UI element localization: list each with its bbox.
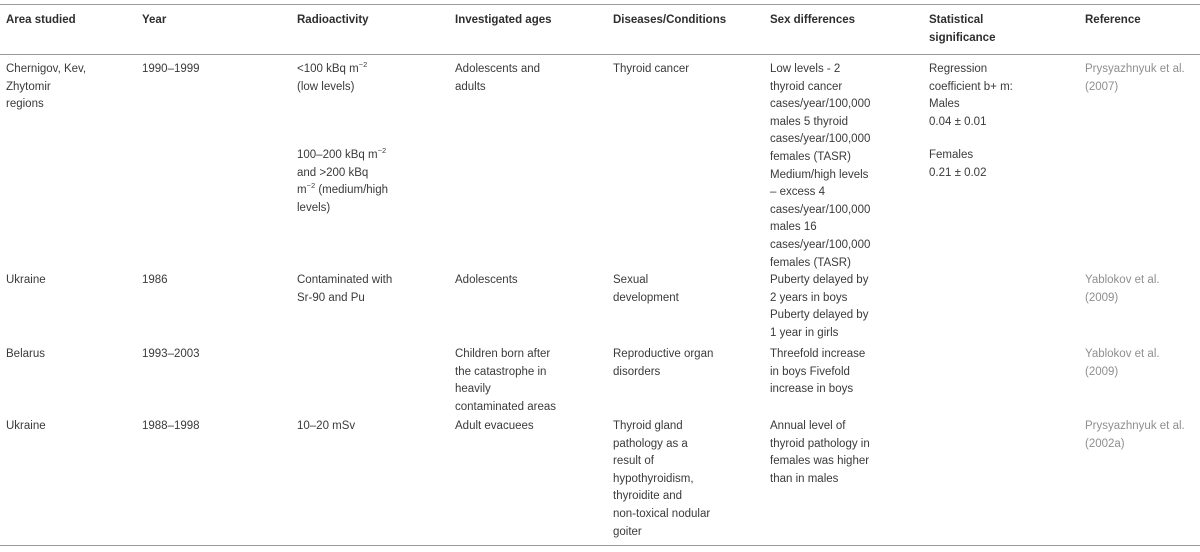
table-cell-line: cases/year/100,000 — [770, 98, 871, 111]
row-3-ages: Adult evacuees — [455, 420, 534, 432]
table-cell-line: goiter — [613, 525, 642, 538]
header-year: Year — [142, 14, 167, 26]
radio-high-line3 — [297, 182, 437, 200]
header-stat-line1: Statistical — [929, 14, 984, 26]
table-cell-line: Females — [929, 149, 974, 161]
row-1-year: 1986 — [142, 274, 168, 286]
header-statistical-significance — [929, 12, 1069, 47]
table-cell-line: coefficient b+ m: — [929, 80, 1013, 93]
header-stat-line2: significance — [929, 31, 996, 44]
table-cell-line: Medium/high levels — [770, 168, 869, 181]
row-0-reference — [1085, 61, 1200, 96]
radio-high-exponent: −2 — [377, 146, 387, 155]
table-cell-line: non-toxical nodular — [613, 507, 711, 520]
row-3-diseases — [613, 418, 743, 541]
table-cell-line: in boys Fivefold — [770, 365, 850, 378]
row-0-statistics-males — [929, 61, 1069, 131]
table-bottom-rule — [0, 545, 1200, 546]
row-1-diseases — [613, 272, 743, 307]
row-0-year: 1990–1999 — [142, 63, 200, 75]
header-sex-differences: Sex differences — [770, 14, 856, 26]
table-cell-line: Regression — [929, 63, 988, 75]
table-cell-line: 0.21 ± 0.02 — [929, 166, 987, 179]
row-2-year: 1993–2003 — [142, 348, 200, 360]
table-cell-line: development — [613, 291, 679, 304]
row-3-area: Ukraine — [6, 420, 46, 432]
header-reference: Reference — [1085, 14, 1141, 26]
radio-high-value: 100–200 kBq m — [297, 149, 378, 161]
row-0-radioactivity-low — [297, 61, 437, 96]
table-cell-line: Puberty delayed by — [770, 309, 869, 322]
row-3-year: 1988–1998 — [142, 420, 200, 432]
table-cell-line: cases/year/100,000 — [770, 238, 871, 251]
radio-low-exponent: −2 — [358, 60, 368, 69]
row-0-area — [6, 61, 131, 114]
table-cell-line: Zhytomir — [6, 80, 51, 93]
radio-low-line1 — [297, 61, 437, 79]
header-radioactivity: Radioactivity — [297, 14, 369, 26]
reference-text: Prysyazhnyuk et al. — [1085, 420, 1185, 432]
row-3-radioactivity: 10–20 mSv — [297, 420, 356, 432]
table-cell-line: Reproductive organ — [613, 348, 714, 360]
table-cell-line: hypothyroidism, — [613, 472, 694, 485]
radio-low-value: <100 kBq m — [297, 63, 359, 75]
reference-text: (2007) — [1085, 80, 1119, 93]
row-0-ages — [455, 61, 605, 96]
table-cell-line: than in males — [770, 472, 839, 485]
table-cell-line: females (TASR) — [770, 256, 851, 269]
radio-low-line2: (low levels) — [297, 80, 355, 93]
row-1-sex-differences — [770, 272, 915, 342]
row-0-diseases — [613, 61, 743, 79]
table-cell-line: result of — [613, 455, 654, 468]
header-diseases-conditions: Diseases/Conditions — [613, 14, 727, 26]
row-2-sex-differences — [770, 346, 915, 399]
table-cell-line: 1 year in girls — [770, 326, 839, 339]
table-top-rule — [0, 4, 1200, 5]
reference-text: Yablokov et al. — [1085, 348, 1160, 360]
table-cell-line: Low levels - 2 — [770, 63, 841, 75]
radio-high-line1 — [297, 147, 437, 165]
table-cell-line: females was higher — [770, 455, 870, 468]
row-1-radioactivity — [297, 272, 437, 307]
table-cell-line: Sexual — [613, 274, 649, 286]
radio-high-line4: levels) — [297, 201, 331, 214]
row-2-reference — [1085, 346, 1200, 381]
table-cell-line: Puberty delayed by — [770, 274, 869, 286]
row-0-statistics-females — [929, 147, 1069, 182]
reference-text: Prysyazhnyuk et al. — [1085, 63, 1185, 75]
radio-high-unit: m — [297, 184, 307, 197]
table-cell-line: cases/year/100,000 — [770, 133, 871, 146]
table-cell-line: thyroid pathology in — [770, 437, 870, 450]
radio-high-unit-exponent: −2 — [306, 181, 316, 191]
table-cell-line: males 5 thyroid — [770, 115, 848, 128]
reference-text: (2009) — [1085, 365, 1119, 378]
table-cell-line: Thyroid gland — [613, 420, 683, 432]
table-cell-line: cases/year/100,000 — [770, 203, 871, 216]
header-investigated-ages: Investigated ages — [455, 14, 552, 26]
table-cell-line: Children born after — [455, 348, 551, 360]
table-cell-line: Threefold increase — [770, 348, 866, 360]
table-cell-line: – excess 4 — [770, 186, 825, 199]
row-0-sex-differences — [770, 61, 915, 272]
row-1-area: Ukraine — [6, 274, 46, 286]
row-3-sex-differences — [770, 418, 915, 488]
table-cell-line: Sr-90 and Pu — [297, 291, 365, 304]
table-cell-line: increase in boys — [770, 383, 854, 396]
table-cell-line: thyroidite and — [613, 490, 683, 503]
table-cell-line: Males — [929, 98, 960, 111]
table-cell-line: regions — [6, 98, 44, 111]
table-cell-line: disorders — [613, 365, 661, 378]
row-1-ages: Adolescents — [455, 274, 518, 286]
reference-text: Yablokov et al. — [1085, 274, 1160, 286]
table-cell-line: adults — [455, 80, 486, 93]
table-cell-line: 2 years in boys — [770, 291, 848, 304]
header-area-studied: Area studied — [6, 14, 76, 26]
table-cell-line: pathology as a — [613, 437, 688, 450]
table-cell-line: thyroid cancer — [770, 80, 843, 93]
row-3-reference — [1085, 418, 1200, 453]
table-cell-line: females (TASR) — [770, 150, 851, 163]
row-0-radioactivity-high — [297, 147, 437, 217]
table-cell-line: contaminated areas — [455, 400, 557, 413]
table-cell-line: the catastrophe in — [455, 365, 547, 378]
row-2-area: Belarus — [6, 348, 45, 360]
radio-high-line2: and >200 kBq — [297, 166, 369, 179]
table-cell-line: heavily — [455, 383, 491, 396]
row-2-ages — [455, 346, 605, 416]
radio-high-label: (medium/high — [315, 184, 389, 197]
table-cell-line: Contaminated with — [297, 274, 393, 286]
table-cell-line: 0.04 ± 0.01 — [929, 115, 987, 128]
reference-text: (2009) — [1085, 291, 1119, 304]
table-cell-line: Chernigov, Kev, — [6, 63, 87, 75]
table-header-rule — [0, 54, 1200, 55]
table-cell-line: males 16 — [770, 221, 817, 234]
row-1-reference — [1085, 272, 1200, 307]
table-cell-line: Adolescents and — [455, 63, 541, 75]
reference-text: (2002a) — [1085, 437, 1125, 450]
table-cell-line: Annual level of — [770, 420, 846, 432]
table-cell-line: Thyroid cancer — [613, 63, 690, 75]
row-2-diseases — [613, 346, 743, 381]
